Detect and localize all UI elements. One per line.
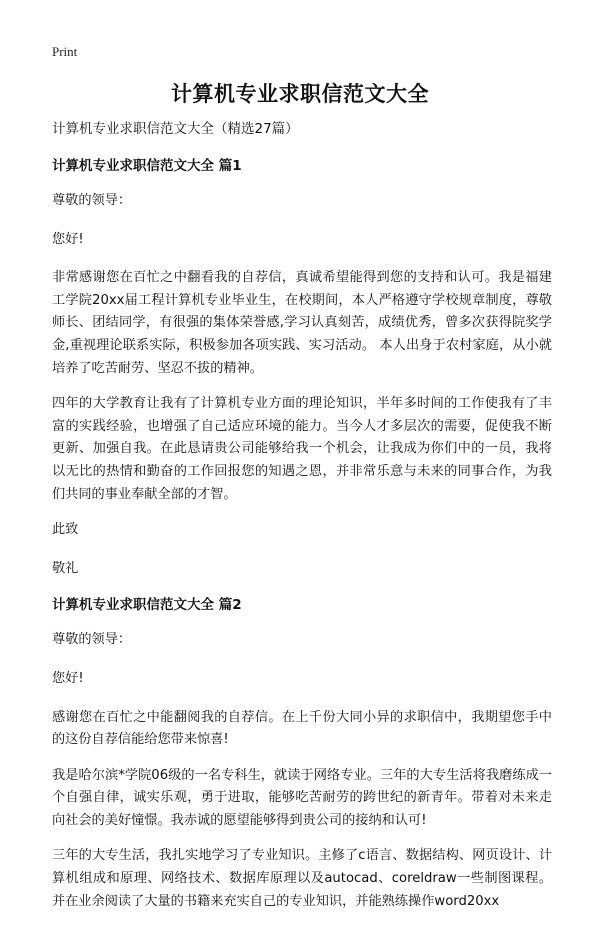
letter-section-2	[52, 596, 552, 913]
letter-closing: 此致	[52, 522, 79, 538]
print-link[interactable]: Print	[52, 44, 78, 59]
letter-closing: 敬礼	[52, 560, 79, 576]
section-heading: 计算机专业求职信范文大全 篇2	[52, 597, 242, 614]
letter-paragraph: 感谢您在百忙之中能翻阅我的自荐信。在上千份大同小异的求职信中，我期望您手中的这份自荐信能给您带来惊喜!	[52, 709, 552, 748]
document-subtitle: 计算机专业求职信范文大全（精选27篇）	[52, 121, 299, 137]
letter-paragraph: 我是哈尔滨*学院06级的一名专科生，就读于网络专业。三年的大专生活将我磨练成一个自强自律，诚实乐观，勇于进取，能够吃苦耐劳的跨世纪的新青年。带着对未来走向社会的美好憧憬。我赤诚的愿望能够得到贵公司的接纳和认可!	[52, 767, 552, 828]
letter-paragraph: 三年的大专生活，我扎实地学习了专业知识。主修了c语言、数据结构、网页设计、计算机组成和原理、网络技术、数据库原理以及autocad、coreldraw一些制图课程。并在业余阅读了大量的书籍来充实自己的专业知识，并能熟练操作word20xx	[52, 848, 552, 909]
letter-greeting: 尊敬的领导：	[52, 193, 132, 208]
section-heading: 计算机专业求职信范文大全 篇1	[52, 158, 242, 174]
letter-section-1	[52, 157, 552, 580]
letter-paragraph: 四年的大学教育让我有了计算机专业方面的理论知识，半年多时间的工作使我有了丰富的实践经验，也增强了自己适应环境的能力。当今人才多层次的需要，促使我不断更新、加强自我。在此恳请贵公司能够给我一个机会，让我成为你们中的一员，我将以无比的热情和勤奋的工作回报您的知遇之恩，并非常乐意与未来的同事合作，为我们共同的事业奉献全部的才智。	[52, 396, 552, 502]
letter-greeting: 尊敬的领导：	[52, 632, 132, 648]
letter-salute: 您好!	[52, 231, 84, 247]
document-body	[52, 120, 552, 926]
letter-salute: 您好!	[52, 670, 84, 686]
document-title: 计算机专业求职信范文大全	[171, 82, 429, 106]
letter-paragraph: 非常感谢您在百忙之中翻看我的自荐信，真诚希望能得到您的支持和认可。我是福建工学院20xx届工程计算机专业毕业生，在校期间，本人严格遵守学校规章制度，尊敬师长、团结同学，有很强的集体荣誉感,学习认真刻苦，成绩优秀，曾多次获得院奖学金,重视理论联系实际，积极参加各项实践、实习活动。 本人出身于农村家庭，从小就培养了吃苦耐劳、坚忍不拔的精神。	[52, 270, 552, 376]
